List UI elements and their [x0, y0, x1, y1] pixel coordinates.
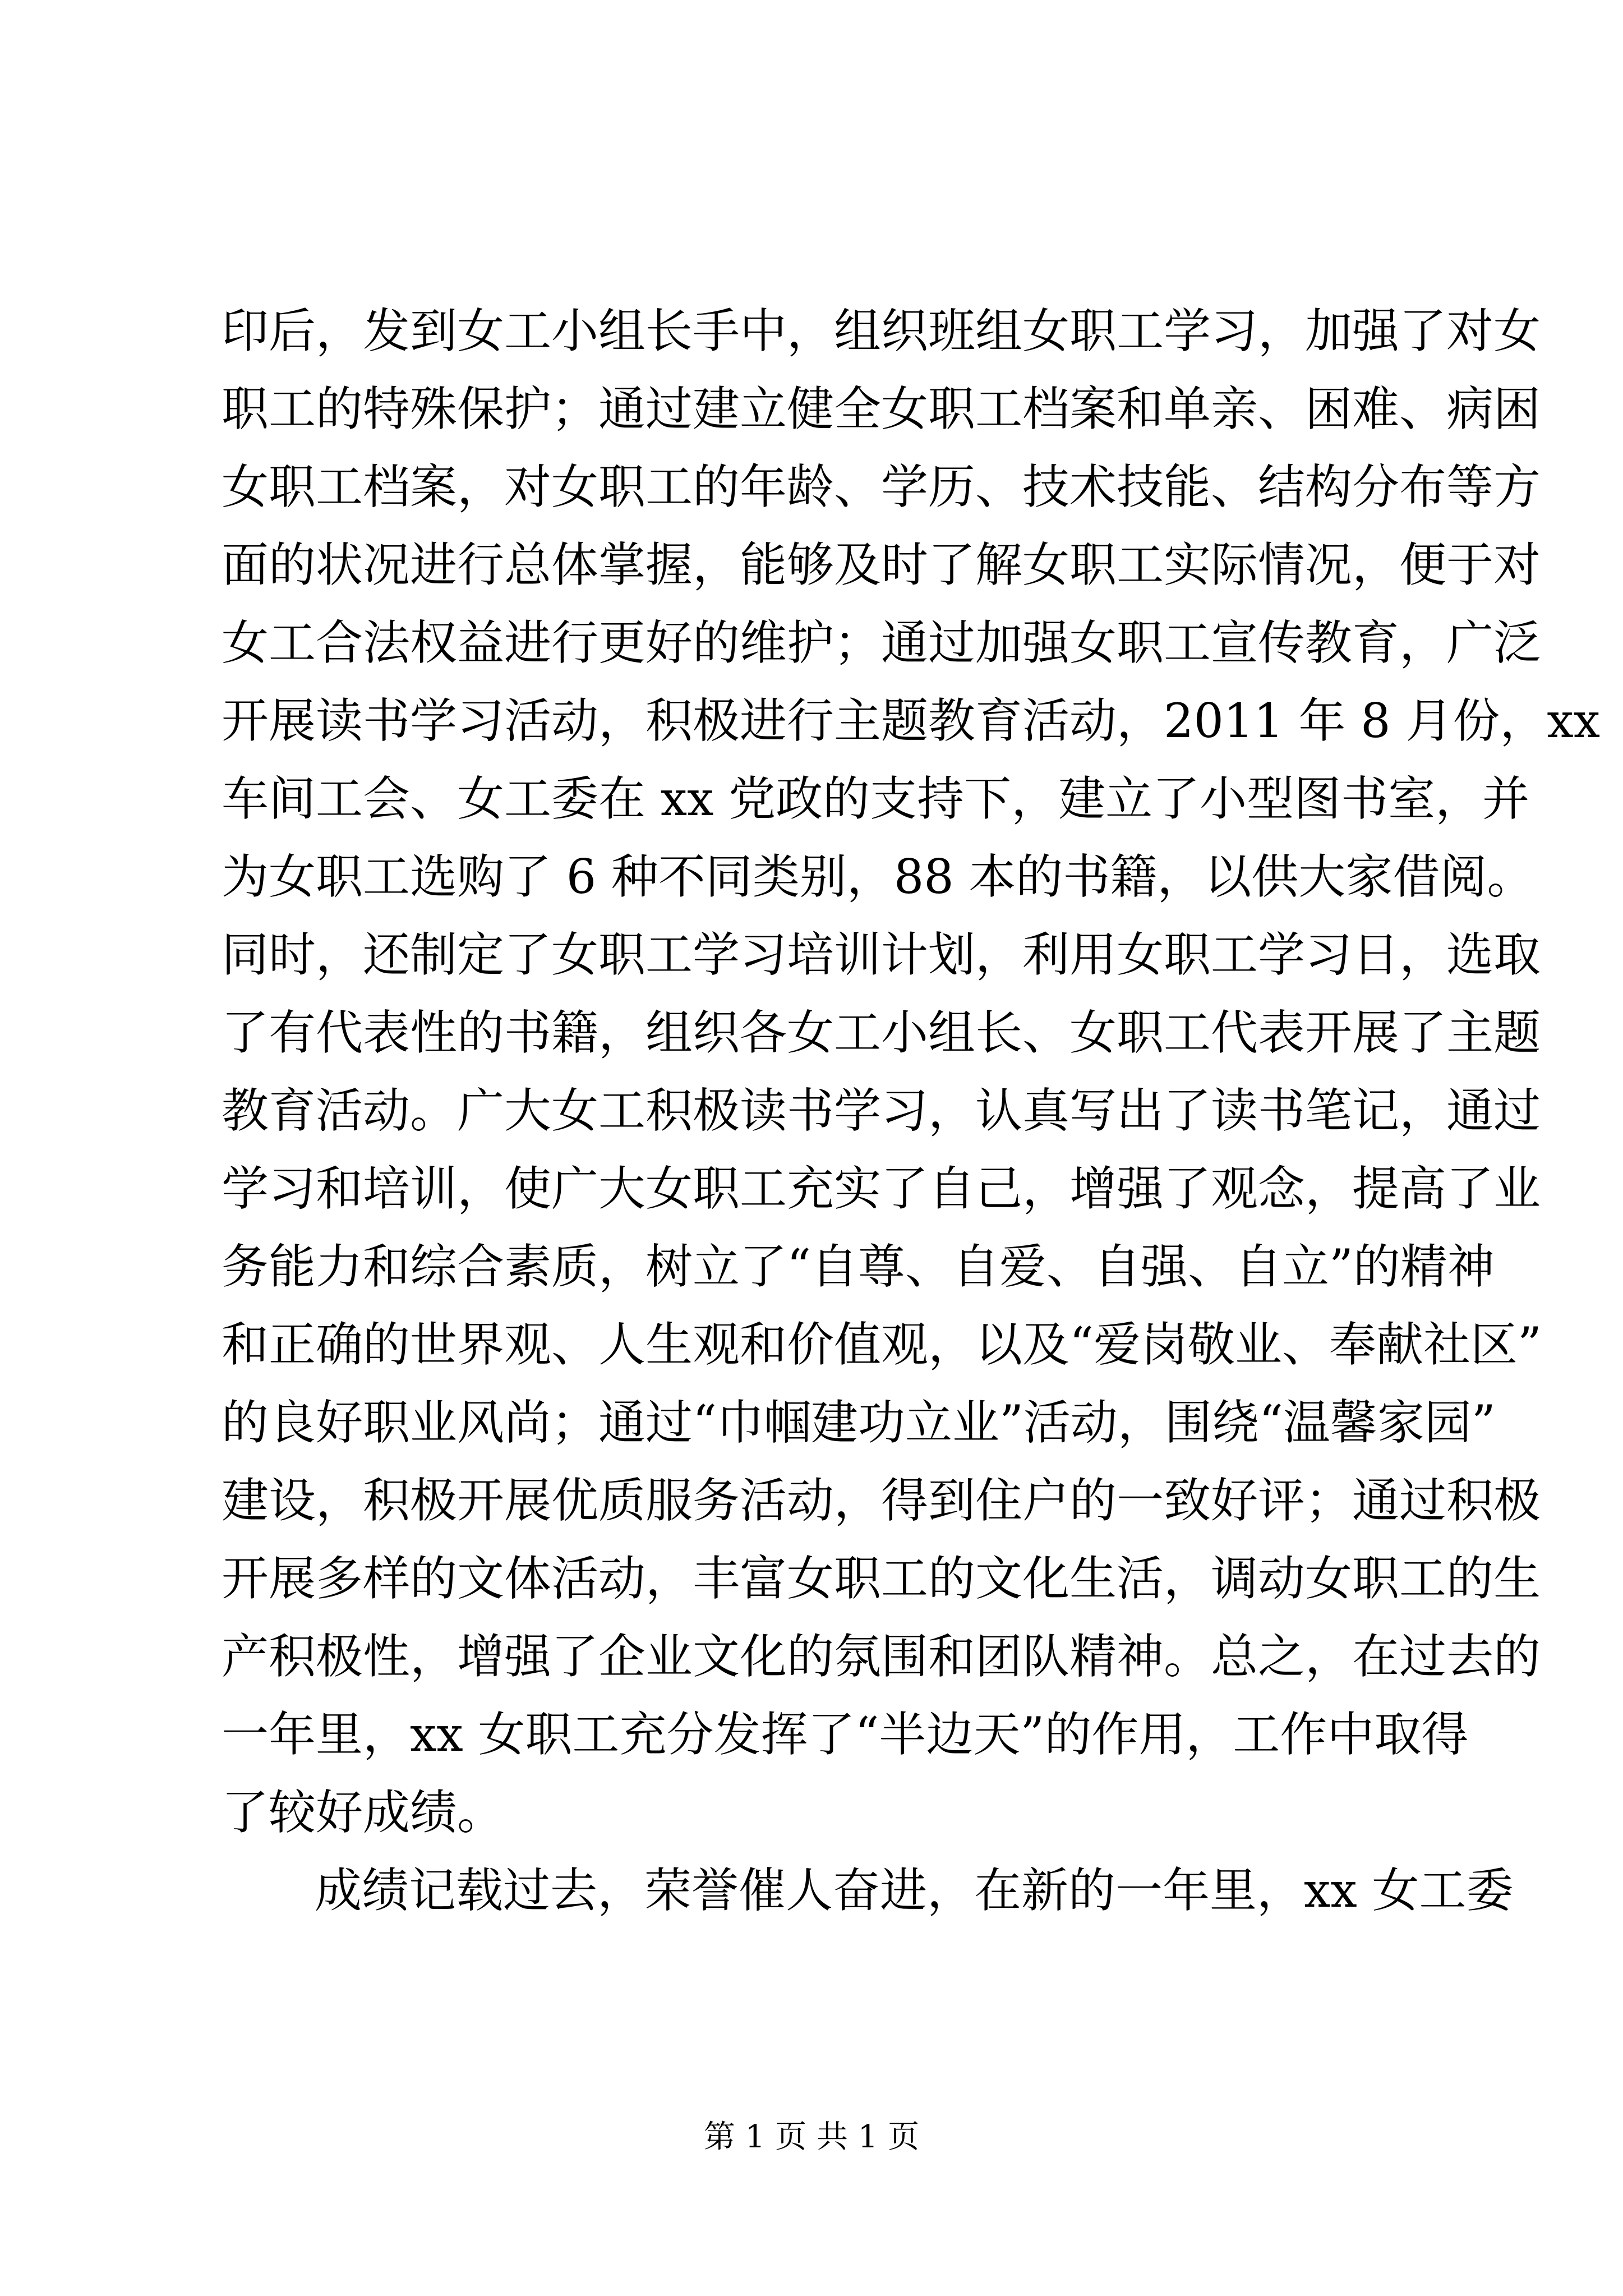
text-line: 和正确的世界观、人生观和价值观，以及“爱岗敬业、奉献社区”	[222, 1317, 1542, 1372]
text-line: 为女职工选购了 6 种不同类别，88 本的书籍，以供大家借阅。	[222, 849, 1534, 904]
text-line: 职工的特殊保护；通过建立健全女职工档案和单亲、困难、病困	[222, 381, 1541, 436]
paragraph-start-line: 成绩记载过去，荣誉催人奋进，在新的一年里，xx 女工委	[315, 1863, 1514, 1918]
text-line: 产积极性，增强了企业文化的氛围和团队精神。总之，在过去的	[222, 1629, 1541, 1684]
text-line: 同时，还制定了女职工学习培训计划，利用女职工学习日，选取	[222, 927, 1541, 982]
text-line: 开展多样的文体活动，丰富女职工的文化生活，调动女职工的生	[222, 1551, 1541, 1606]
text-line: 一年里，xx 女职工充分发挥了“半边天”的作用，工作中取得	[222, 1707, 1469, 1762]
document-body	[222, 303, 1601, 1940]
page-footer: 第 1 页 共 1 页	[703, 2119, 920, 2155]
text-line: 面的状况进行总体掌握，能够及时了解女职工实际情况，便于对	[222, 537, 1541, 592]
text-line: 车间工会、女工委在 xx 党政的支持下，建立了小型图书室，并	[222, 771, 1530, 826]
text-line: 务能力和综合素质，树立了“自尊、自爱、自强、自立”的精神	[222, 1239, 1495, 1294]
text-line: 印后，发到女工小组长手中，组织班组女职工学习，加强了对女	[222, 303, 1541, 358]
text-line: 了有代表性的书籍，组织各女工小组长、女职工代表开展了主题	[222, 1005, 1541, 1060]
text-line: 女工合法权益进行更好的维护；通过加强女职工宣传教育，广泛	[222, 615, 1541, 670]
text-line: 的良好职业风尚；通过“巾帼建功立业”活动，围绕“温馨家园”	[222, 1395, 1496, 1450]
text-line: 教育活动。广大女工积极读书学习，认真写出了读书笔记，通过	[222, 1083, 1541, 1138]
text-line: 学习和培训，使广大女职工充实了自己，增强了观念，提高了业	[222, 1161, 1541, 1216]
text-line: 开展读书学习活动，积极进行主题教育活动，2011 年 8 月份，xx	[222, 693, 1601, 748]
text-line: 建设，积极开展优质服务活动，得到住户的一致好评；通过积极	[222, 1473, 1541, 1528]
text-line: 了较好成绩。	[222, 1785, 505, 1840]
text-line: 女职工档案，对女职工的年龄、学历、技术技能、结构分布等方	[222, 459, 1541, 514]
